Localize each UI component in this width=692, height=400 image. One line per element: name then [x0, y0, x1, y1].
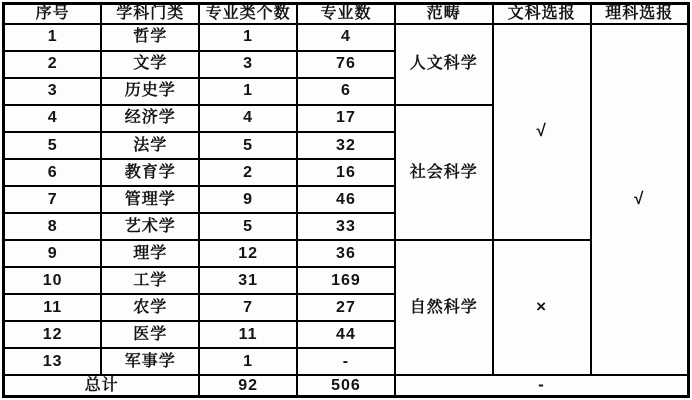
cell-major-class-count: 5 — [199, 132, 297, 159]
cell-discipline-name: 经济学 — [101, 105, 199, 132]
cell-major-class-count: 1 — [199, 78, 297, 105]
cell-major-count: 17 — [297, 105, 395, 132]
cell-liberal-arts-mark: × — [493, 240, 591, 375]
header-row — [4, 4, 689, 24]
cell-discipline-name: 艺术学 — [101, 213, 199, 240]
cell-serial-number: 9 — [4, 240, 102, 267]
cell-major-count: 32 — [297, 132, 395, 159]
cell-major-class-count: 7 — [199, 294, 297, 321]
cell-serial-number: 5 — [4, 132, 102, 159]
header-major-count: 专业数 — [297, 4, 395, 24]
cell-discipline-name: 理学 — [101, 240, 199, 267]
cell-liberal-arts-mark: √ — [493, 24, 591, 240]
cell-science-mark: √ — [591, 24, 689, 376]
cell-serial-number: 6 — [4, 159, 102, 186]
cell-major-count: 46 — [297, 186, 395, 213]
total-major-count: 506 — [297, 375, 395, 396]
header-scope: 范畴 — [395, 4, 493, 24]
cell-major-class-count: 4 — [199, 105, 297, 132]
cell-major-count: 44 — [297, 321, 395, 348]
cell-discipline-name: 文学 — [101, 51, 199, 78]
header-discipline-category: 学科门类 — [101, 4, 199, 24]
cell-major-count: 4 — [297, 24, 395, 51]
cell-major-class-count: 9 — [199, 186, 297, 213]
cell-serial-number: 13 — [4, 348, 102, 375]
total-row — [4, 375, 689, 396]
cell-major-count: 6 — [297, 78, 395, 105]
cell-major-class-count: 1 — [199, 24, 297, 51]
cell-major-count: 27 — [297, 294, 395, 321]
cell-serial-number: 8 — [4, 213, 102, 240]
cell-serial-number: 11 — [4, 294, 102, 321]
cell-major-count: 36 — [297, 240, 395, 267]
cell-major-count: 33 — [297, 213, 395, 240]
cell-major-class-count: 2 — [199, 159, 297, 186]
cell-serial-number: 12 — [4, 321, 102, 348]
discipline-category-table — [2, 2, 690, 398]
total-major-class-count: 92 — [199, 375, 297, 396]
cell-discipline-name: 历史学 — [101, 78, 199, 105]
cell-major-class-count: 5 — [199, 213, 297, 240]
header-major-class-count: 专业类个数 — [199, 4, 297, 24]
table-row — [4, 240, 689, 267]
cell-major-class-count: 1 — [199, 348, 297, 375]
total-right-cell: - — [395, 375, 689, 396]
cell-major-count: - — [297, 348, 395, 375]
cell-discipline-name: 工学 — [101, 267, 199, 294]
cell-discipline-name: 医学 — [101, 321, 199, 348]
cell-major-count: 76 — [297, 51, 395, 78]
cell-discipline-name: 农学 — [101, 294, 199, 321]
cell-discipline-name: 军事学 — [101, 348, 199, 375]
cell-discipline-name: 法学 — [101, 132, 199, 159]
cell-discipline-name: 管理学 — [101, 186, 199, 213]
cell-serial-number: 3 — [4, 78, 102, 105]
cell-serial-number: 2 — [4, 51, 102, 78]
cell-discipline-name: 教育学 — [101, 159, 199, 186]
cell-major-class-count: 31 — [199, 267, 297, 294]
cell-serial-number: 10 — [4, 267, 102, 294]
cell-major-class-count: 11 — [199, 321, 297, 348]
cell-serial-number: 1 — [4, 24, 102, 51]
cell-discipline-name: 哲学 — [101, 24, 199, 51]
cell-major-count: 169 — [297, 267, 395, 294]
cell-scope-group: 自然科学 — [395, 240, 493, 375]
cell-major-count: 16 — [297, 159, 395, 186]
cell-scope-group: 人文科学 — [395, 24, 493, 105]
table-body — [4, 24, 689, 376]
header-liberal-arts-option: 文科选报 — [493, 4, 591, 24]
cell-major-class-count: 3 — [199, 51, 297, 78]
cell-serial-number: 7 — [4, 186, 102, 213]
total-label: 总计 — [4, 375, 200, 396]
header-serial-number: 序号 — [4, 4, 102, 24]
cell-serial-number: 4 — [4, 105, 102, 132]
table-row — [4, 24, 689, 51]
cell-scope-group: 社会科学 — [395, 105, 493, 240]
cell-major-class-count: 12 — [199, 240, 297, 267]
header-science-option: 理科选报 — [591, 4, 689, 24]
